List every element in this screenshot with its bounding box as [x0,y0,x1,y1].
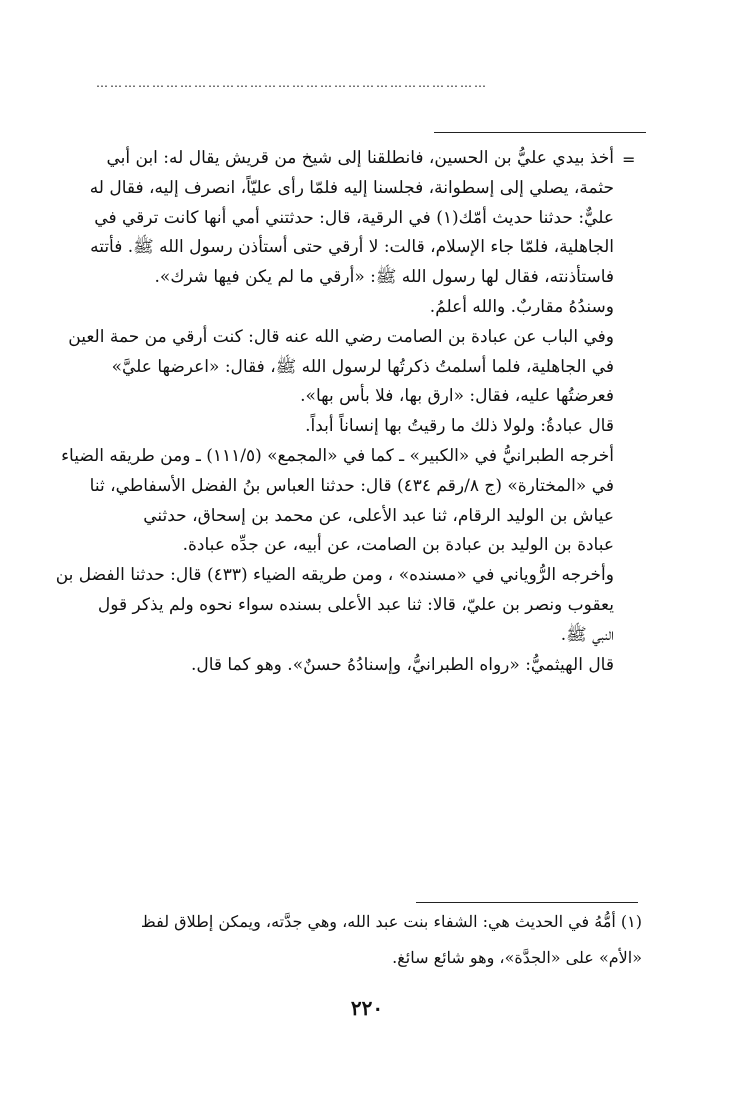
text-line: فعرضتُها عليه، فقال: «ارق بها، فلا بأس بها». [300,386,614,407]
main-text [55,144,614,680]
text-line: أخرجه الطبرانيُّ في «الكبير» ـ كما في «المجمع» (١١١/٥) ـ ومن طريقه الضياء [61,445,614,466]
top-rule [434,132,646,133]
header-dotted-line: ………………………………………………………………………… [96,76,488,90]
text-line: النبي ﷺ. [560,624,614,645]
page-number: ٢٢٠ [350,996,384,1020]
text-line: عليٌّ: حدثنا حديث أمّك(١) في الرقية، قال: حدثتني أمي أنها كانت ترقي في [94,207,614,228]
text-line: قال عبادةُ: ولولا ذلك ما رقيتُ بها إنساناً أبداً. [305,416,614,437]
text-line: قال الهيثميُّ: «رواه الطبرانيُّ، وإسنادُهُ حسنٌ». وهو كما قال. [190,654,614,675]
text-line: عبادة بن الوليد بن عبادة بن الصامت، عن أبيه، عن جدِّه عبادة. [182,535,614,556]
text-line: فاستأذنته، فقال لها رسول الله ﷺ: «أرقي ما لم يكن فيها شرك». [154,267,614,288]
text-line: في «المختارة» (ج ٨/رقم ٤٣٤) قال: حدثنا العباس بنُ الفضل الأسفاطي، ثنا [89,475,614,496]
footnote-rule [416,902,638,903]
text-line: وفي الباب عن عبادة بن الصامت رضي الله عنه قال: كنت أرقي من حمة العين [68,326,614,347]
text-line: وسندُهُ مقاربٌ. والله أعلمُ. [429,296,614,317]
text-line: في الجاهلية، فلما أسلمتُ ذكرتُها لرسول الله ﷺ، فقال: «اعرضها عليَّ» [111,356,614,377]
footnote-section [76,904,642,976]
text-line: أخذ بيدي عليُّ بن الحسين، فانطلقنا إلى شيخ من قريش يقال له: ابن أبي [106,148,614,168]
text-line: وأخرجه الرُّوياني في «مسنده» ، ومن طريقه الضياء (٤٣٣) قال: حدثنا الفضل بن [55,565,614,586]
text-line: يعقوب ونصر بن عليّ، قالا: ثنا عبد الأعلى بسنده سواء نحوه ولم يذكر قول [97,594,614,615]
text-line: الجاهلية، فلمّا جاء الإسلام، قالت: لا أرقي حتى أستأذن رسول الله ﷺ. فأتته [90,237,614,258]
text-line: عياش بن الوليد الرقام، ثنا عبد الأعلى، عن محمد بن إسحاق، حدثني [143,505,614,526]
text-line: حثمة، يصلي إلى إسطوانة، فجلسنا إليه فلمّا رأى عليّاً، انصرف إليه، فقال له [89,177,614,198]
continuation-marker: = [622,150,636,169]
footnote-line: (١) أمُّهُ في الحديث هي: الشفاء بنت عبد الله، وهي جدَّته، ويمكن إطلاق لفظ [140,912,642,931]
footnote-line: «الأم» على «الجدَّة»، وهو شائع سائغ. [392,948,642,967]
